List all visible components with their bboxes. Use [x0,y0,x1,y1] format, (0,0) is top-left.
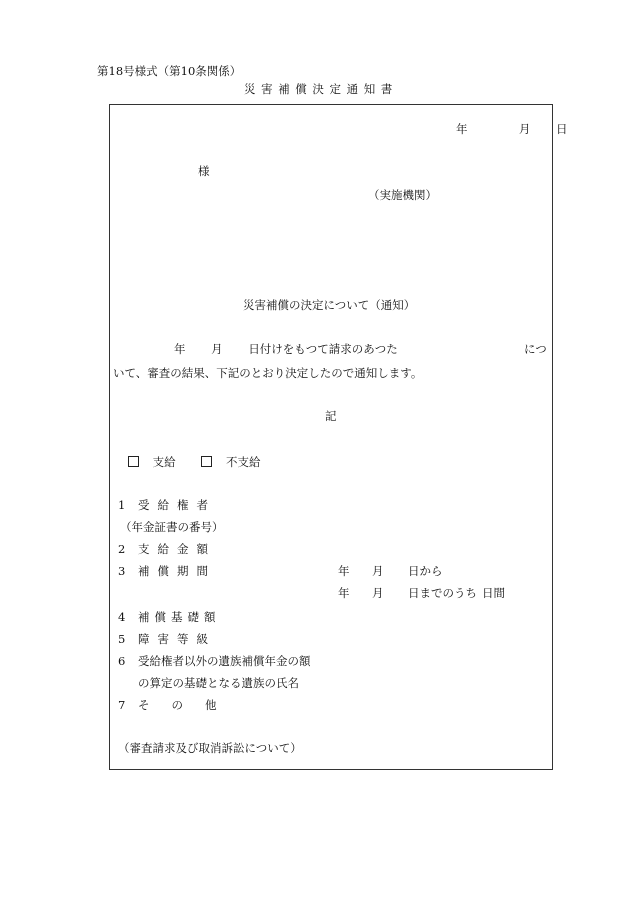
agency-label: （実施機関） [368,188,437,202]
body-line-2: いて、審査の結果、下記のとおり決定したので通知します。 [113,366,423,380]
form-number: 第18号様式（第10条関係） [97,64,242,78]
period-to-month: 月 [372,586,384,600]
item-4-label: 補償基礎額 [138,610,221,624]
item-7-label: その他 [138,698,239,712]
body-year: 年 [174,342,186,356]
period-to-day: 日までのうち [408,586,477,600]
option-pay-label: 支給 [152,455,176,469]
appeal-notice: （審査請求及び取消訴訟について） [118,741,302,755]
item-1-sub: （年金証書の番号） [120,520,224,534]
item-6-line-2: の算定の基礎となる遺族の氏名 [138,676,299,690]
period-from-month: 月 [372,564,384,578]
period-from-day: 日から [408,564,443,578]
body-month: 月 [211,342,223,356]
document-title: 災害補償決定通知書 [244,82,398,96]
date-month: 月 [518,122,531,136]
form-frame [109,104,553,770]
checkbox-pay[interactable] [128,456,139,467]
item-2-number: 2 [118,542,126,556]
item-1-number: 1 [118,498,126,512]
item-6-number: 6 [118,654,126,668]
item-7-number: 7 [118,698,126,712]
date-year: 年 [456,122,468,136]
ki-heading: 記 [325,409,337,423]
item-3-number: 3 [118,564,126,578]
body-text: 日付けをもつて請求のあつた [248,342,398,356]
period-days: 日間 [482,586,505,600]
date-day: 日 [555,122,568,136]
body-line-1 [174,344,398,356]
item-6-line-1: 受給権者以外の遺族補償年金の額 [138,654,311,668]
period-from-year: 年 [338,564,350,578]
body-line-1-tail: につ [524,342,547,356]
item-5-label: 障害等級 [138,632,216,646]
checkbox-no-pay[interactable] [201,456,212,467]
decision-options [128,456,260,469]
date-line [456,124,567,136]
option-no-pay-label: 不支給 [225,455,261,469]
item-2-label: 支給金額 [138,542,216,556]
item-5-number: 5 [118,632,126,646]
item-3-label: 補償期間 [138,564,216,578]
subject-line: 災害補償の決定について（通知） [243,298,416,312]
addressee-suffix: 様 [198,164,210,178]
period-to-year: 年 [338,586,350,600]
item-4-number: 4 [118,610,126,624]
item-1-label: 受給権者 [138,498,216,512]
